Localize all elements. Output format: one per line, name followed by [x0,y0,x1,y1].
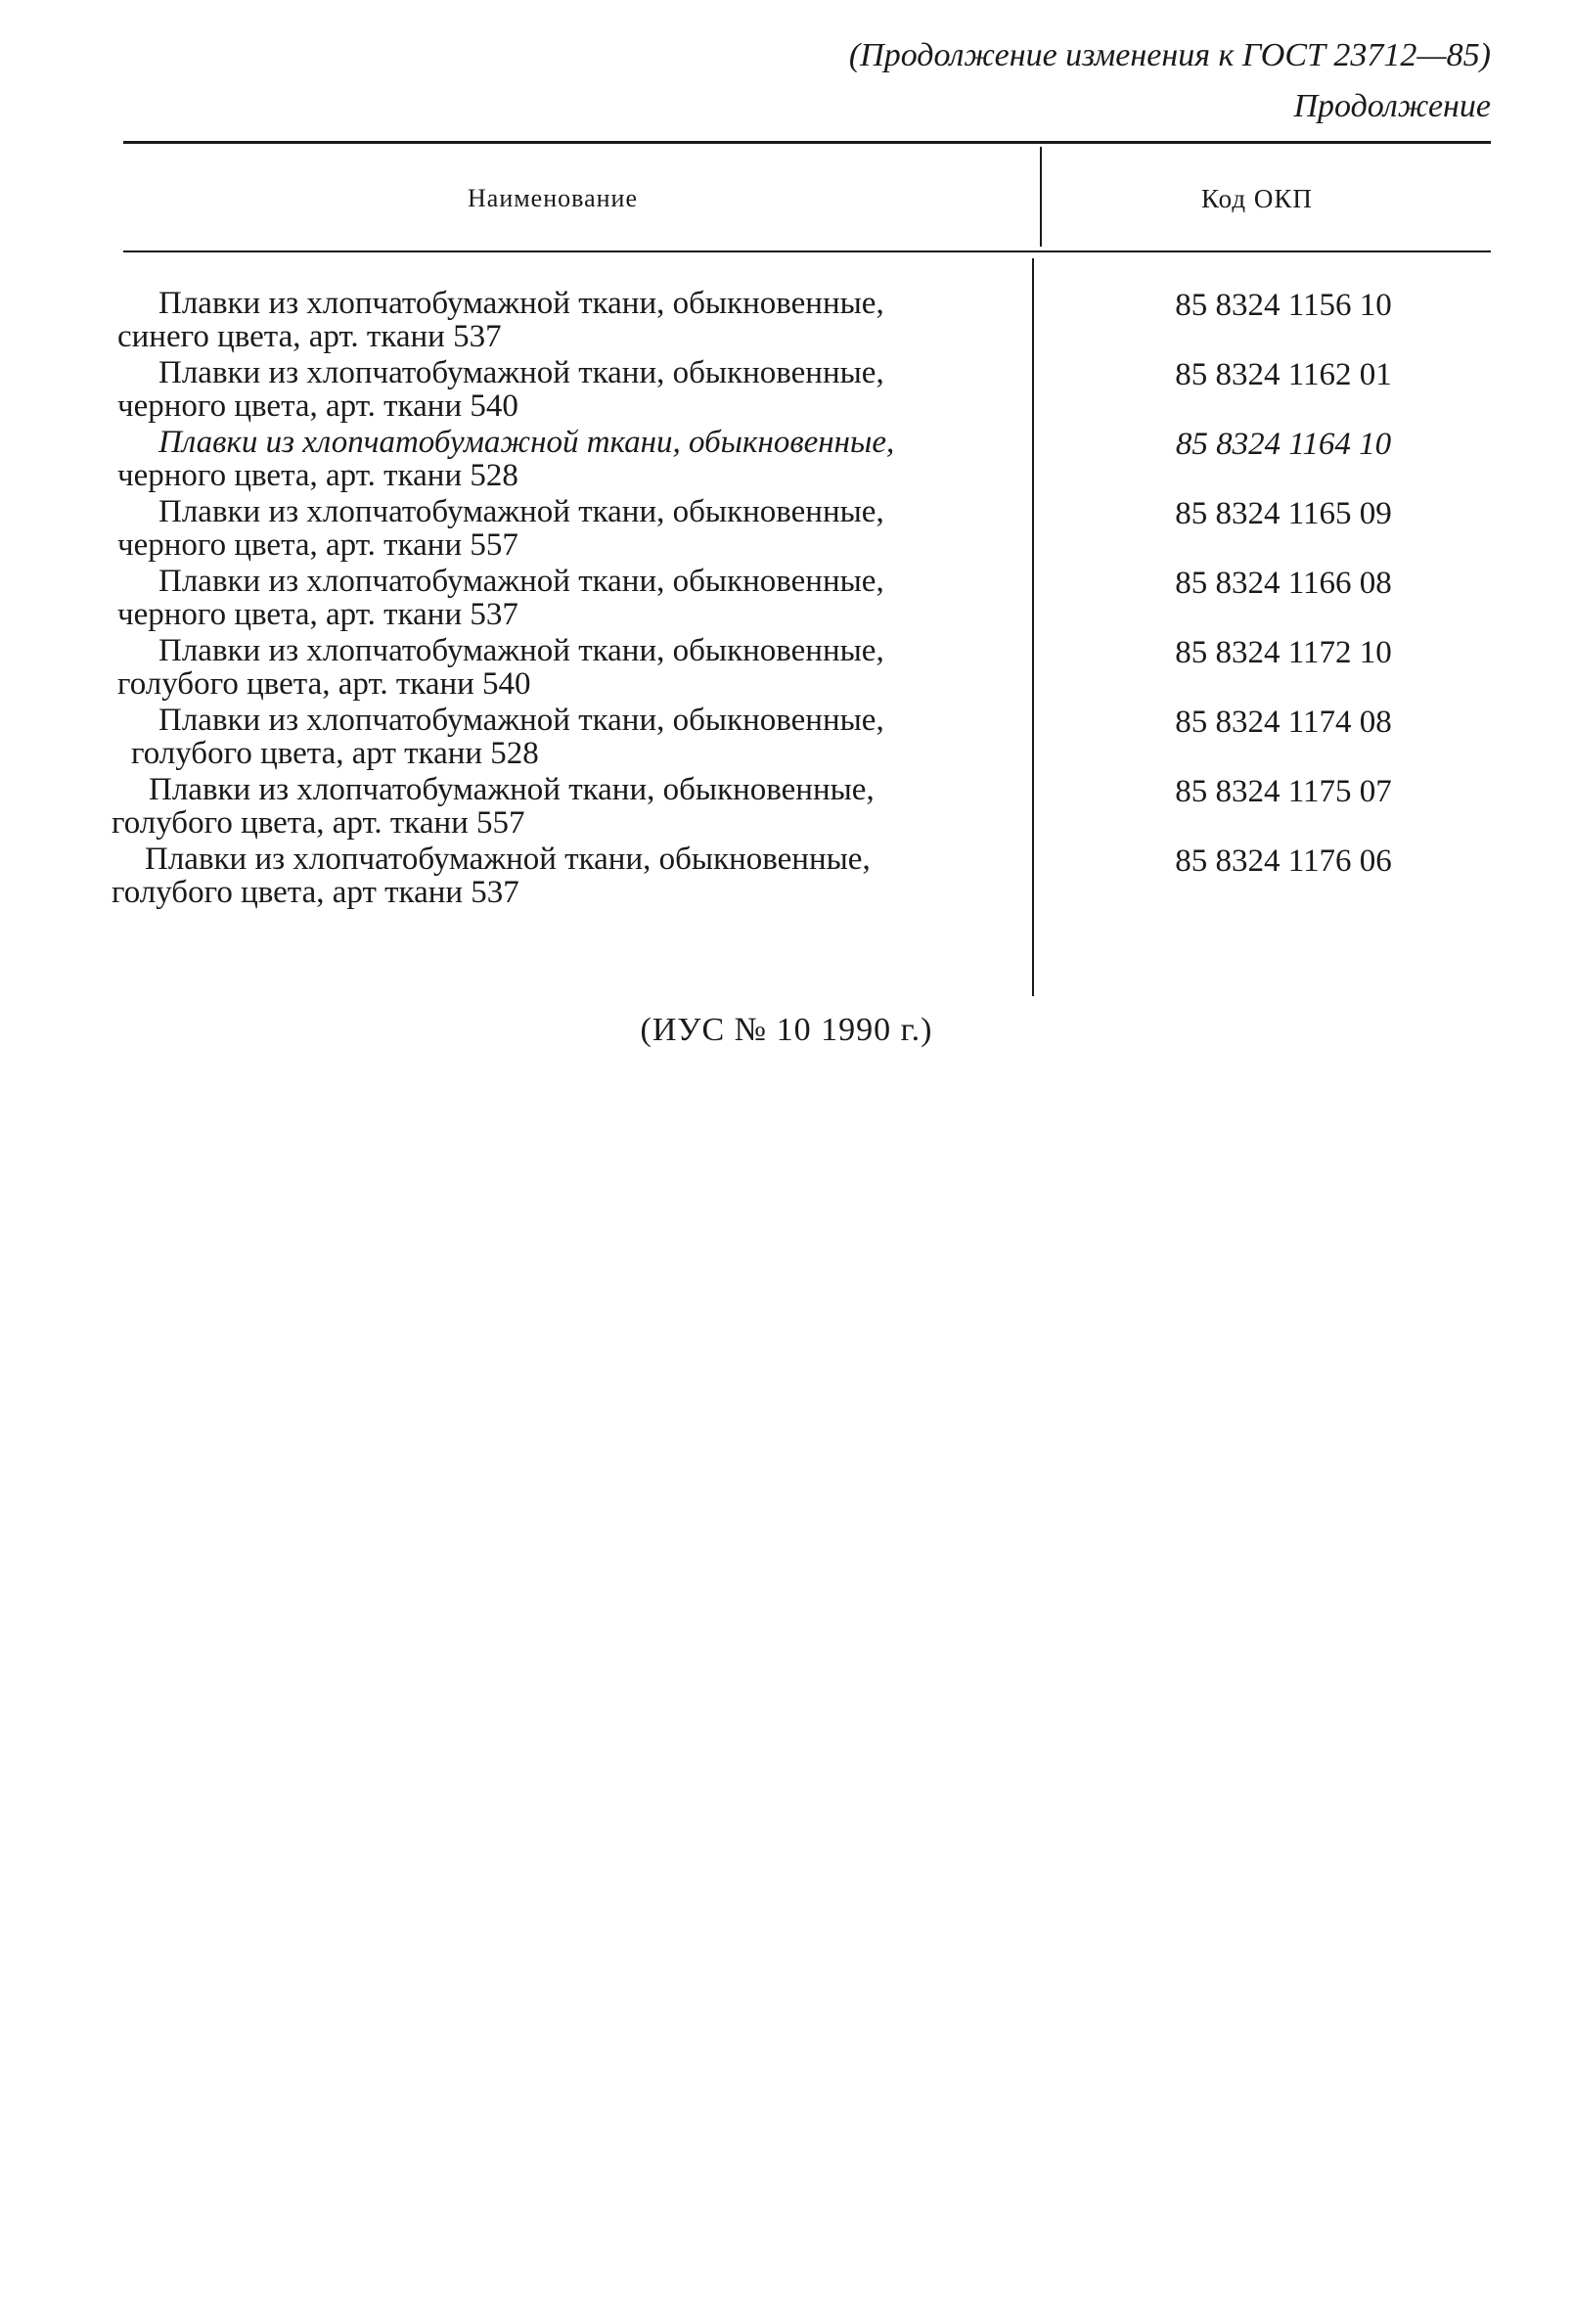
continuation-label: Продолжение [1293,88,1491,124]
row-name-line2: голубого цвета, арт ткани 537 [112,875,519,910]
document-header-title: (Продолжение изменения к ГОСТ 23712—85) [848,37,1491,73]
row-name-line1: Плавки из хлопчатобумажной ткани, обыкновенные, [158,494,884,529]
row-name-line2: черного цвета, арт. ткани 528 [117,458,518,493]
row-code: 85 8324 1162 01 [1175,357,1392,392]
row-code: 85 8324 1176 06 [1175,843,1392,879]
row-name-line2: черного цвета, арт. ткани 537 [117,597,518,632]
source-footnote: (ИУС № 10 1990 г.) [640,1012,933,1048]
table-row [110,633,1518,703]
row-name-line1: Плавки из хлопчатобумажной ткани, обыкновенные, [158,703,884,738]
row-name-line1: Плавки из хлопчатобумажной ткани, обыкновенные, [158,355,884,390]
table-row [110,286,1518,355]
column-divider-header [1040,147,1042,247]
row-name-line2: голубого цвета, арт. ткани 540 [117,666,531,702]
row-name-line2: голубого цвета, арт ткани 528 [131,736,539,771]
row-name-line1: Плавки из хлопчатобумажной ткани, обыкновенные, [158,633,884,668]
row-name-line2: черного цвета, арт. ткани 540 [117,388,518,424]
table-row [110,842,1518,911]
table-row [110,564,1518,633]
row-name-line1: Плавки из хлопчатобумажной ткани, обыкновенные, [158,425,895,460]
row-code: 85 8324 1156 10 [1175,288,1392,323]
row-name-line2: синего цвета, арт. ткани 537 [117,319,502,354]
row-code: 85 8324 1175 07 [1175,774,1392,809]
row-name-line2: черного цвета, арт. ткани 557 [117,527,518,563]
table-row [110,703,1518,772]
table-row [110,494,1518,564]
column-header-name: Наименование [468,184,638,212]
table-header-rule [123,251,1491,252]
column-header-code: Код ОКП [1201,184,1313,213]
table-row [110,425,1518,494]
table-body [110,286,1518,911]
row-code: 85 8324 1166 08 [1175,566,1392,601]
row-name-line2: голубого цвета, арт. ткани 557 [112,805,525,841]
table-row [110,355,1518,425]
row-code: 85 8324 1174 08 [1175,705,1392,740]
row-name-line1: Плавки из хлопчатобумажной ткани, обыкновенные, [149,772,875,807]
row-name-line1: Плавки из хлопчатобумажной ткани, обыкновенные, [158,564,884,599]
row-name-line1: Плавки из хлопчатобумажной ткани, обыкновенные, [158,286,884,321]
row-code: 85 8324 1164 10 [1175,427,1392,462]
row-name-line1: Плавки из хлопчатобумажной ткани, обыкновенные, [145,842,871,877]
table-row [110,772,1518,842]
row-code: 85 8324 1172 10 [1175,635,1392,670]
table-top-rule [123,141,1491,144]
row-code: 85 8324 1165 09 [1175,496,1392,531]
